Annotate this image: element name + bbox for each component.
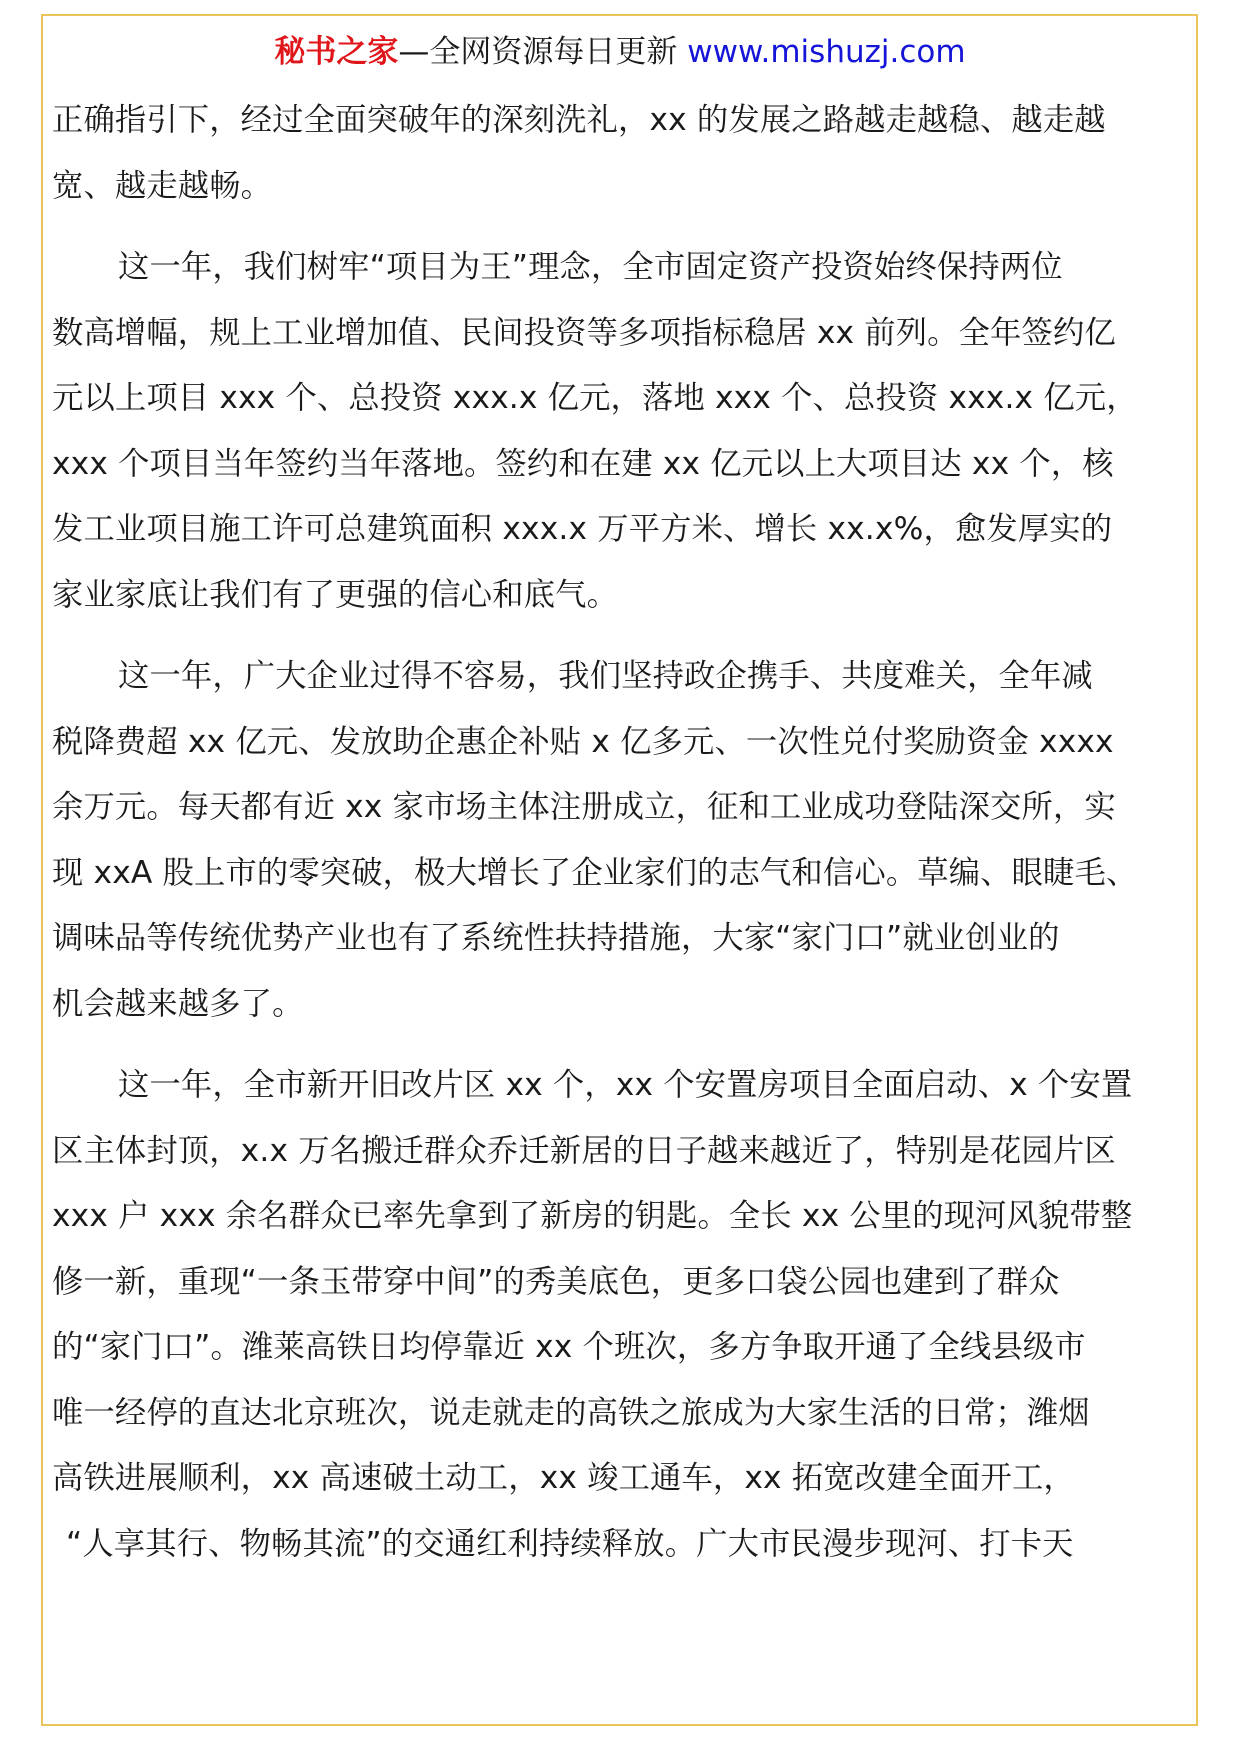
- text-line: 这一年，广大企业过得不容易，我们坚持政企携手、共度难关，全年减: [118, 658, 1093, 694]
- text-line: 税降费超 xx 亿元、发放助企惠企补贴 x 亿多元、一次性兑付奖励资金 xxxx: [52, 723, 1114, 760]
- text-line: 调味品等传统优势产业也有了系统性扶持措施，大家“家门口”就业创业的: [52, 920, 1060, 956]
- paragraph: [52, 235, 1192, 628]
- text-line: 唯一经停的直达北京班次，说走就走的高铁之旅成为大家生活的日常；潍烟: [52, 1394, 1090, 1431]
- text-line: 修一新，重现“一条玉带穿中间”的秀美底色，更多口袋公园也建到了群众: [52, 1263, 1060, 1300]
- site-url[interactable]: www.mishuzj.com: [687, 34, 966, 70]
- paragraph: [52, 644, 1192, 1037]
- brand-name: 秘书之家: [274, 34, 399, 70]
- text-line: xxx 户 xxx 余名群众已率先拿到了新房的钥匙。全长 xx 公里的现河风貌带整: [52, 1198, 1133, 1234]
- paragraph: [52, 88, 1192, 219]
- text-line: 宽、越走越畅。: [52, 167, 273, 204]
- header-tagline: —全网资源每日更新: [398, 34, 678, 70]
- text-line: 元以上项目 xxx 个、总投资 xxx.x 亿元，落地 xxx 个、总投资 xxx.x 亿元，: [52, 380, 1138, 416]
- text-line: 这一年，全市新开旧改片区 xx 个，xx 个安置房项目全面启动、x 个安置: [118, 1067, 1133, 1103]
- text-line: 余万元。每天都有近 xx 家市场主体注册成立，征和工业成功登陆深交所，实: [52, 789, 1116, 825]
- page-header: [0, 30, 1240, 74]
- text-line: 家业家底让我们有了更强的信心和底气。: [52, 576, 619, 613]
- text-line: 的“家门口”。潍莱高铁日均停靠近 xx 个班次，多方争取开通了全线县级市: [52, 1329, 1086, 1365]
- text-line: 机会越来越多了。: [52, 985, 304, 1022]
- text-line: “人享其行、物畅其流”的交通红利持续释放。广大市民漫步现河、打卡天: [66, 1525, 1074, 1562]
- text-line: 现 xxA 股上市的零突破，极大增长了企业家们的志气和信心。草编、眼睫毛、: [52, 854, 1138, 891]
- paragraph: [52, 1053, 1192, 1577]
- text-line: 区主体封顶，x.x 万名搬迁群众乔迁新居的日子越来越近了，特别是花园片区: [52, 1132, 1116, 1169]
- document-body: [52, 88, 1192, 1577]
- text-line: 数高增幅，规上工业增加值、民间投资等多项指标稳居 xx 前列。全年签约亿: [52, 314, 1116, 351]
- text-line: 这一年，我们树牢“项目为王”理念，全市固定资产投资始终保持两位: [118, 249, 1063, 285]
- text-line: 发工业项目施工许可总建筑面积 xxx.x 万平方米、增长 xx.x%，愈发厚实的: [52, 511, 1113, 547]
- text-line: xxx 个项目当年签约当年落地。签约和在建 xx 亿元以上大项目达 xx 个，核: [52, 445, 1114, 482]
- text-line: 高铁进展顺利，xx 高速破土动工，xx 竣工通车，xx 拓宽改建全面开工，: [52, 1460, 1075, 1496]
- text-line: 正确指引下，经过全面突破年的深刻洗礼，xx 的发展之路越走越稳、越走越: [52, 102, 1106, 138]
